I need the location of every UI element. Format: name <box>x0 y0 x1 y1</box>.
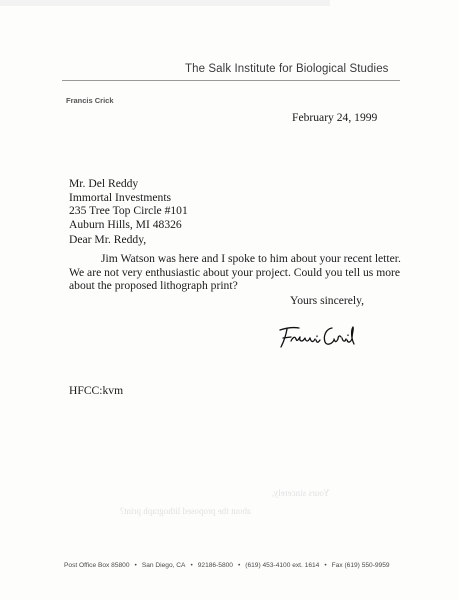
handwritten-signature <box>277 322 355 350</box>
closing: Yours sincerely, <box>290 294 365 307</box>
footer-zip: 92186-5800 <box>197 562 233 569</box>
footer-phone: (619) 453-4100 ext. 1614 <box>245 562 320 569</box>
salutation: Dear Mr. Reddy, <box>69 233 147 246</box>
reference-initials: HFCC:kvm <box>69 384 124 397</box>
recipient-line: 235 Tree Top Circle #101 <box>69 204 188 217</box>
letterhead-title: The Salk Institute for Biological Studies <box>185 63 389 75</box>
recipient-line: Mr. Del Reddy <box>69 177 139 190</box>
letterhead-rule <box>62 80 400 81</box>
bleed-through-smudge <box>0 0 330 6</box>
body-line: about the proposed lithograph print? <box>69 279 238 292</box>
body-line: We are not very enthusiastic about your project. Could you tell us more <box>69 265 401 279</box>
letter-date: February 24, 1999 <box>292 111 378 124</box>
recipient-line: Auburn Hills, MI 48326 <box>69 217 182 231</box>
recipient-address <box>69 177 188 231</box>
footer-city: San Diego, CA <box>141 562 186 569</box>
letterhead-footer: Post Office Box 85800 • San Diego, CA • 92186-5800 • (619) 453-4100 ext. 1614 • Fax (619) 550-9959 <box>64 562 390 569</box>
recipient-line: Immortal Investments <box>69 190 172 204</box>
body-line: Jim Watson was here and I spoke to him about your recent letter. <box>101 252 401 265</box>
bleed-through-text: Yours sincerely, <box>272 488 330 498</box>
footer-fax: Fax (619) 550-9959 <box>331 562 390 569</box>
sender-name: Francis Crick <box>66 96 114 105</box>
footer-address: Post Office Box 85800 <box>64 562 130 569</box>
letter-body <box>69 252 401 293</box>
bleed-through-text: about the proposed lithograph print? <box>120 506 251 516</box>
